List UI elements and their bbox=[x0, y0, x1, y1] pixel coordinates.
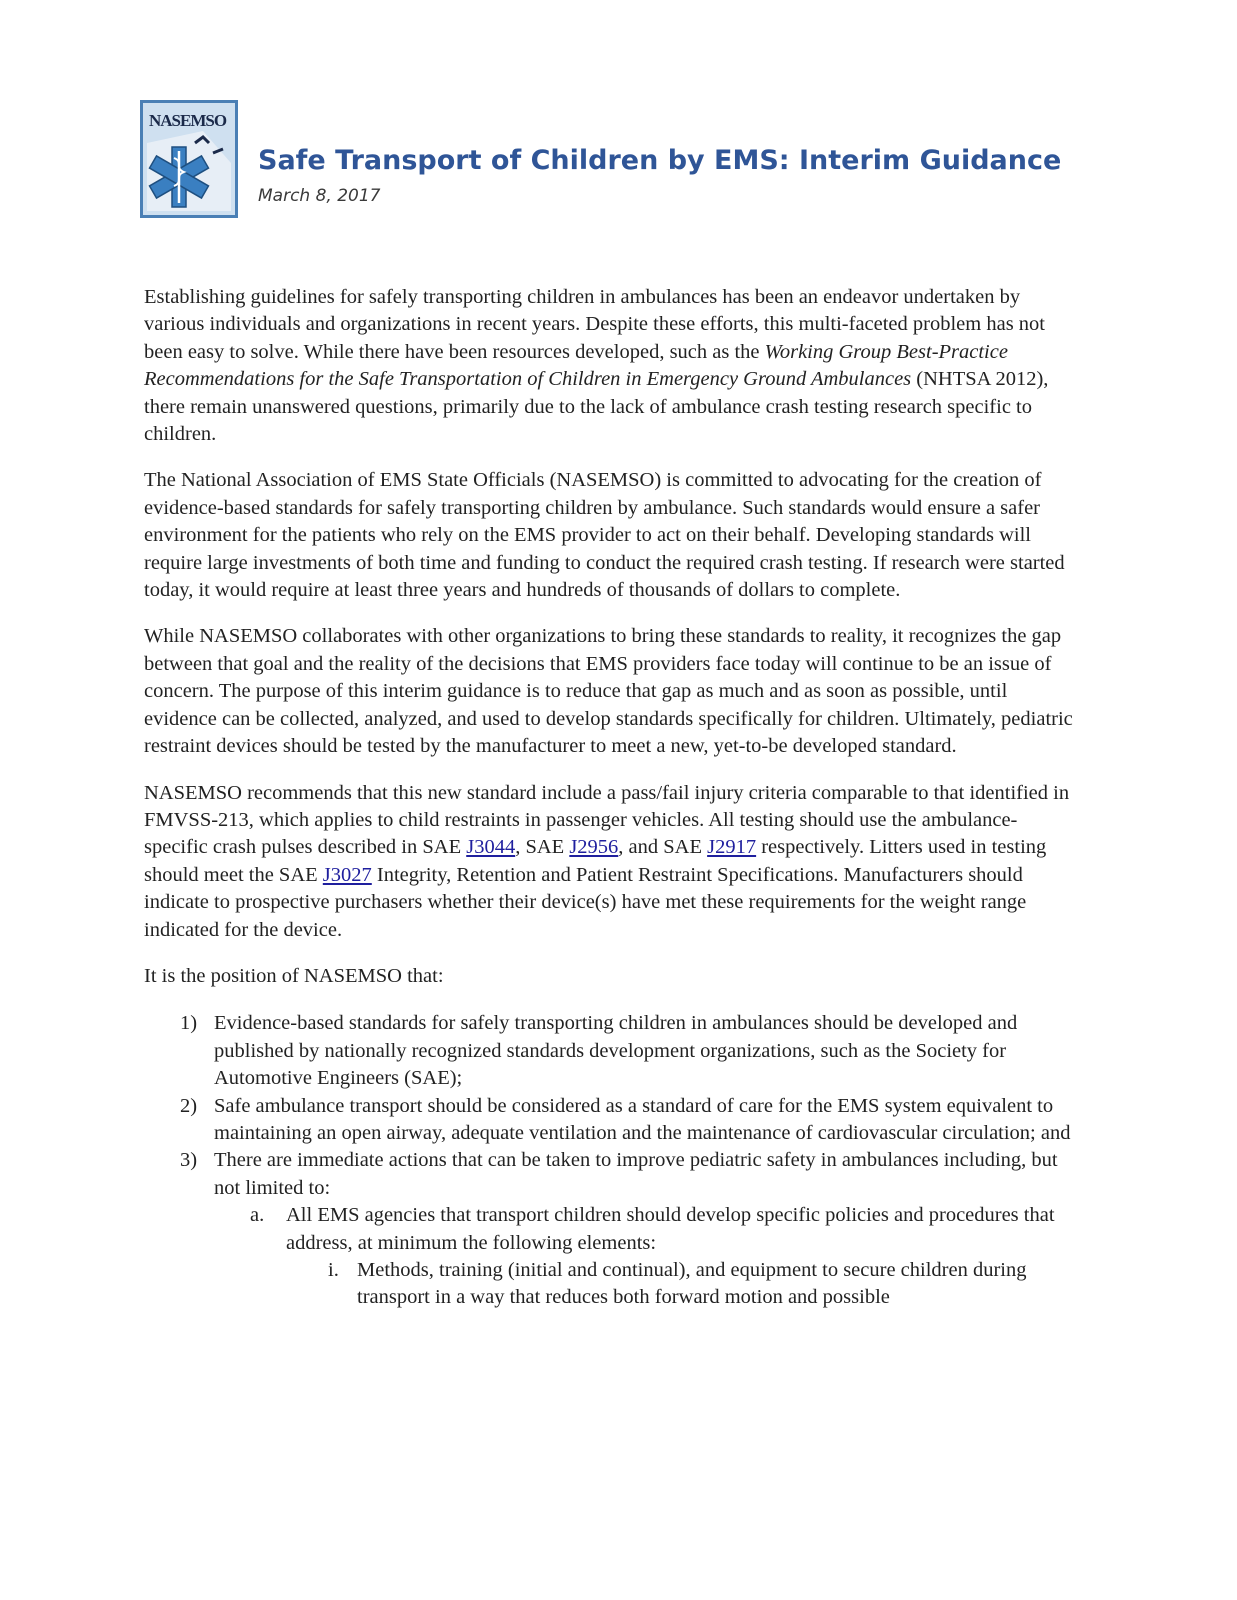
list-item bbox=[144, 1147, 1074, 1202]
paragraph-nasemso-commitment: The National Association of EMS State Officials (NASEMSO) is committed to advocating for the creation of evidence-based standards for safely transporting children by ambulance. Such standards would ensure a safer environment for the patients who rely on the EMS provider to act on their behalf. Developing standards will require large investments of both time and funding to conduct the required crash testing. If research were started today, it would require at least three years and hundreds of thousands of dollars to complete. bbox=[144, 469, 1065, 602]
list-text: Evidence-based standards for safely transporting children in ambulances should be developed and published by nationally recognized standards development organizations, such as the Society for Automotive Engineers (SAE); bbox=[214, 1012, 1018, 1090]
publication-title: Working Group Best-Practice Recommendations for the Safe Transportation of Children in Emergency Ground Ambulances bbox=[144, 340, 1008, 391]
sub-list-text: All EMS agencies that transport children should develop specific policies and procedures that address, at minimum the following elements: bbox=[286, 1204, 1055, 1254]
sub-sub-list-numeral: i. bbox=[328, 1259, 339, 1281]
link-j3027[interactable]: J3027 bbox=[322, 863, 372, 886]
star-of-life-icon bbox=[143, 103, 235, 215]
list-text: Safe ambulance transport should be considered as a standard of care for the EMS system equivalent to maintaining an open airway, adequate ventilation and the maintenance of cardiovascular circulation; and bbox=[214, 1094, 1071, 1144]
document-body bbox=[144, 284, 1074, 1312]
list-number: 2) bbox=[180, 1094, 198, 1117]
list-item bbox=[144, 1010, 1074, 1092]
page-title: Safe Transport of Children by EMS: Interim Guidance bbox=[258, 145, 1062, 176]
list-text: There are immediate actions that can be taken to improve pediatric safety in ambulances including, but not limited to: bbox=[214, 1149, 1058, 1199]
list-item bbox=[144, 1093, 1074, 1148]
list-number: 1) bbox=[180, 1012, 198, 1035]
nasemso-logo bbox=[140, 100, 238, 218]
sub-list-letter: a. bbox=[250, 1204, 265, 1227]
paragraph-position: It is the position of NASEMSO that: bbox=[144, 964, 444, 987]
link-j2956[interactable]: J2956 bbox=[569, 836, 619, 859]
paragraph-interim-guidance: While NASEMSO collaborates with other organizations to bring these standards to reality, it recognizes the gap between that goal and the reality of the decisions that EMS providers face today will continue to be an issue of concern. The purpose of this interim guidance is to reduce that gap as much and as soon as possible, until evidence can be collected, analyzed, and used to develop standards specifically for children. Ultimately, pediatric restraint devices should be tested by the manufacturer to meet a new, yet-to-be developed standard. bbox=[144, 625, 1073, 758]
sub-sub-list-text: Methods, training (initial and continual), and equipment to secure children during transport in a way that reduces both forward motion and possible bbox=[357, 1259, 1027, 1309]
document-date: March 8, 2017 bbox=[258, 186, 381, 206]
list-number: 3) bbox=[180, 1149, 198, 1172]
paragraph-standard-recommendation: NASEMSO recommends that this new standard include a pass/fail injury criteria comparable to that identified in FMVSS-213, which applies to child restraints in passenger vehicles. All testing should use the ambulance-specific crash pulses described in SAE J3044, SAE J2956, and SAE J2917 respectively. Litters used in testing should meet the SAE J3027 Integrity, Retention and Patient Restraint Specifications. Manufacturers should indicate to prospective purchasers whether their device(s) have met these requirements for the weight range indicated for the device. bbox=[144, 781, 1070, 941]
sub-sub-list-item bbox=[144, 1257, 1074, 1312]
sub-list-item bbox=[144, 1202, 1074, 1257]
logo-text: NASEMSO bbox=[149, 111, 227, 130]
paragraph-intro: Establishing guidelines for safely transporting children in ambulances has been an endeavor undertaken by various individuals and organizations in recent years. Despite these efforts, this multi-faceted problem has not been easy to solve. While there have been resources developed, such as the Working Group Best-Practice Recommendations for the Safe Transportation of Children in Emergency Ground Ambulances (NHTSA 2012), there remain unanswered questions, primarily due to the lack of ambulance crash testing research specific to children. bbox=[144, 286, 1049, 446]
link-j3044[interactable]: J3044 bbox=[466, 836, 516, 859]
link-j2917[interactable]: J2917 bbox=[707, 836, 757, 859]
